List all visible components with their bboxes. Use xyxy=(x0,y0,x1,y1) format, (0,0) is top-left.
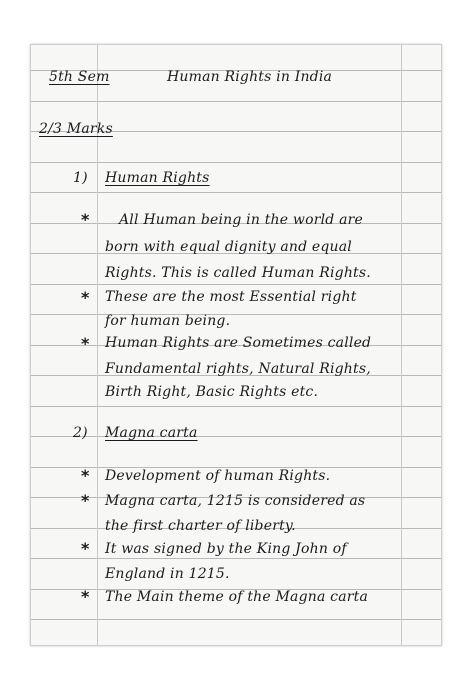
ruled-line xyxy=(31,192,441,193)
bullet-star: * xyxy=(81,288,90,307)
section-heading: 2/3 Marks xyxy=(39,121,113,137)
bullet-star: * xyxy=(81,334,90,353)
semester-label: 5th Sem xyxy=(49,69,110,85)
note-line: Fundamental rights, Natural Rights, xyxy=(105,361,371,377)
ruled-line xyxy=(31,284,441,285)
bullet-star: * xyxy=(81,587,90,606)
notebook-page xyxy=(30,44,442,646)
ruled-line xyxy=(31,101,441,102)
note-line: Human Rights are Sometimes called xyxy=(105,335,372,351)
ruled-line xyxy=(31,162,441,163)
note-line: for human being. xyxy=(105,313,231,329)
note-line: Magna carta, 1215 is considered as xyxy=(105,493,366,509)
note-line: It was signed by the King John of xyxy=(105,541,347,557)
note-line: born with equal dignity and equal xyxy=(105,239,352,255)
bullet-star: * xyxy=(81,210,90,229)
note-line: Rights. This is called Human Rights. xyxy=(105,265,371,281)
page-title: Human Rights in India xyxy=(167,69,333,85)
bullet-star: * xyxy=(81,466,90,485)
ruled-line xyxy=(31,436,441,437)
ruled-line xyxy=(31,558,441,559)
note-line: the first charter of liberty. xyxy=(105,518,296,534)
note-line: Birth Right, Basic Rights etc. xyxy=(105,384,319,400)
question-title: Magna carta xyxy=(105,425,198,441)
note-line: Development of human Rights. xyxy=(105,468,331,484)
ruled-line xyxy=(31,406,441,407)
note-line: England in 1215. xyxy=(105,566,230,582)
bullet-star: * xyxy=(81,491,90,510)
bullet-star: * xyxy=(81,539,90,558)
note-line: The Main theme of the Magna carta xyxy=(105,589,369,605)
note-line: All Human being in the world are xyxy=(119,212,364,228)
question-number: 2) xyxy=(73,425,88,441)
note-line: These are the most Essential right xyxy=(105,289,357,305)
ruled-line xyxy=(31,619,441,620)
question-title: Human Rights xyxy=(105,170,210,186)
ruled-line xyxy=(31,314,441,315)
right-margin-line xyxy=(401,45,402,645)
question-number: 1) xyxy=(73,170,88,186)
